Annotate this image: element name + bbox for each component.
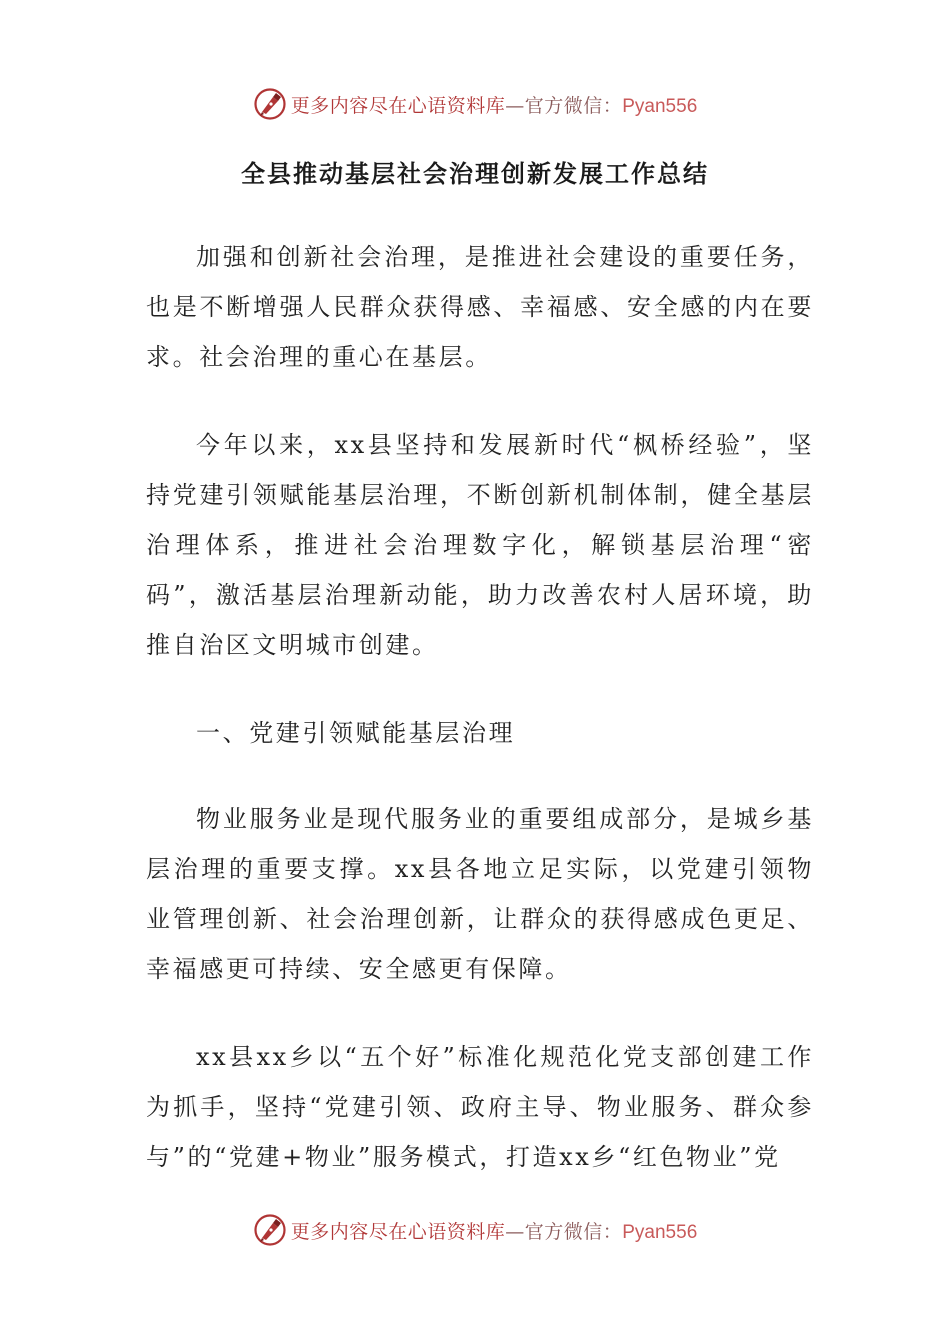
watermark-wechat-label: 官方微信：: [524, 94, 623, 117]
watermark-banner-top: [0, 84, 950, 124]
watermark-brand: 更多内容尽在心语资料库: [290, 94, 506, 117]
watermark-separator: —: [505, 1220, 525, 1243]
paragraph-red-property: xx县xx乡以“五个好”标准化规范化党支部创建工作为抓手，坚持“党建引领、政府主导、物业服务、群众参与”的“党建+物业”服务模式，打造xx乡“红色物业”党: [146, 1043, 814, 1171]
watermark-text: [291, 91, 698, 118]
watermark-brand: 更多内容尽在心语资料库: [290, 1220, 506, 1243]
document-body: [146, 232, 814, 1220]
watermark-separator: —: [505, 94, 525, 117]
watermark-wechat-id: Pyan556: [622, 95, 698, 117]
watermark-wechat-label: 官方微信：: [524, 1220, 623, 1243]
watermark-banner-bottom: [0, 1210, 950, 1250]
pen-nib-logo-icon: [253, 87, 287, 121]
document-title: 全县推动基层社会治理创新发展工作总结: [241, 160, 709, 188]
watermark-text: [291, 1217, 698, 1244]
section-heading-1: 一、党建引领赋能基层治理: [196, 719, 516, 747]
paragraph-property-services: 物业服务业是现代服务业的重要组成部分，是城乡基层治理的重要支撑。xx县各地立足实际，以党建引领物业管理创新、社会治理创新，让群众的获得感成色更足、幸福感更可持续、安全感更有保障。: [146, 805, 814, 983]
paragraph-overview: 今年以来，xx县坚持和发展新时代“枫桥经验”，坚持党建引领赋能基层治理，不断创新机制体制，健全基层治理体系，推进社会治理数字化，解锁基层治理“密码”，激活基层治理新动能，助力改善农村人居环境，助推自治区文明城市创建。: [146, 431, 814, 659]
watermark-wechat-id: Pyan556: [622, 1221, 698, 1243]
paragraph-intro: 加强和创新社会治理，是推进社会建设的重要任务，也是不断增强人民群众获得感、幸福感、安全感的内在要求。社会治理的重心在基层。: [146, 243, 814, 371]
pen-nib-logo-icon: [253, 1213, 287, 1247]
